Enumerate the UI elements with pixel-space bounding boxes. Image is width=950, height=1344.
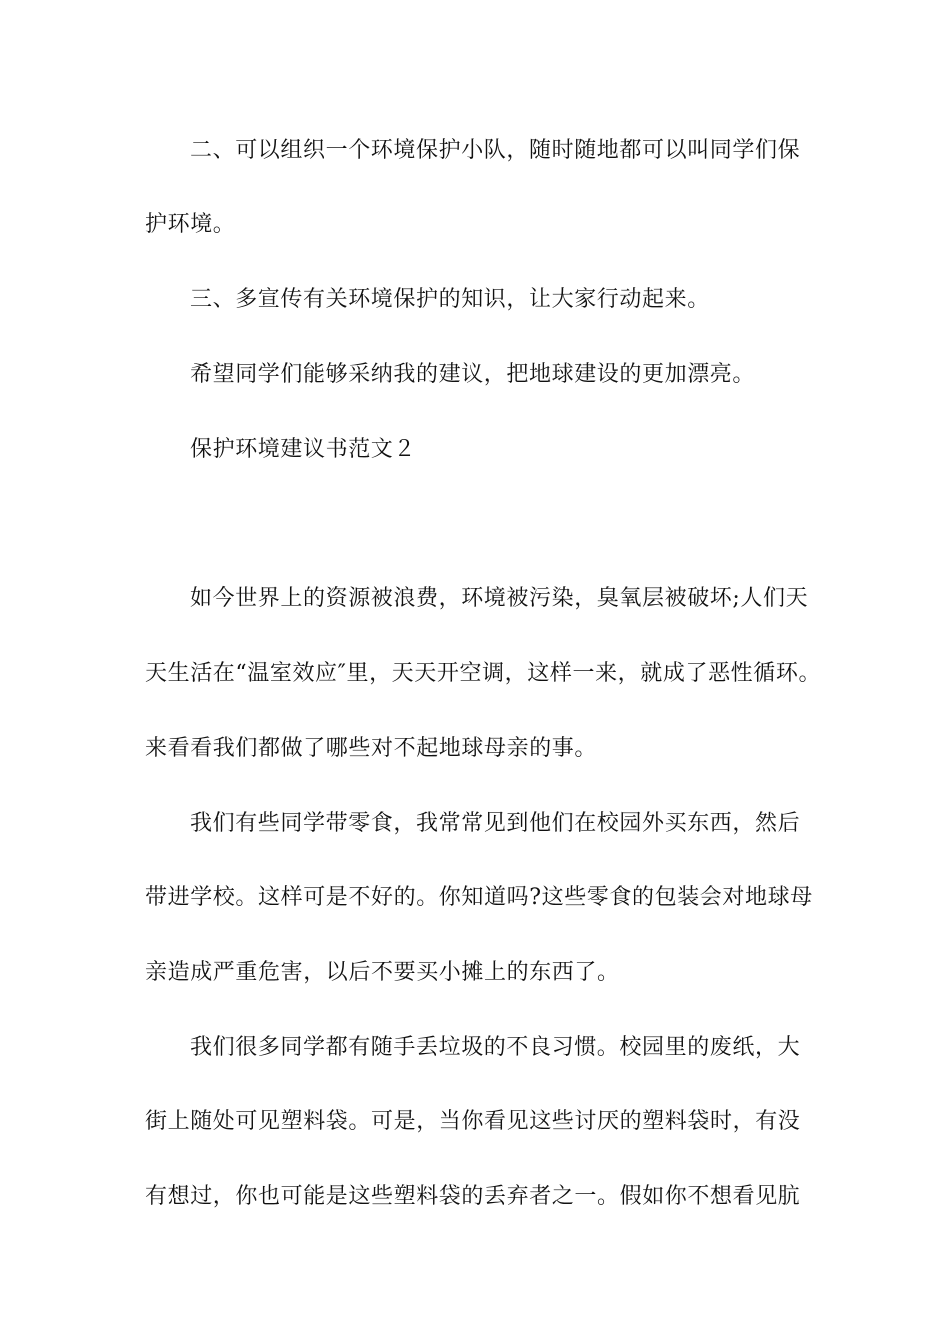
- paragraph-line-12: 我们很多同学都有随手丢垃圾的不良习惯。校园里的废纸，大: [190, 1035, 801, 1060]
- paragraph-line-8: 来看看我们都做了哪些对不起地球母亲的事。: [145, 736, 598, 761]
- paragraph-line-14: 有想过，你也可能是这些塑料袋的丢弃者之一。假如你不想看见肮: [145, 1184, 801, 1209]
- paragraph-line-3: 三、多宣传有关环境保护的知识，让大家行动起来。: [190, 287, 710, 312]
- paragraph-line-9: 我们有些同学带零食，我常常见到他们在校园外买东西，然后: [190, 811, 801, 836]
- paragraph-line-1: 二、可以组织一个环境保护小队，随时随地都可以叫同学们保: [190, 138, 801, 163]
- paragraph-line-7: 天生活在“温室效应″里，天天开空调，这样一来，就成了恶性循环。: [145, 661, 822, 686]
- paragraph-line-2: 护环境。: [145, 212, 236, 237]
- paragraph-line-4: 希望同学们能够采纳我的建议，把地球建设的更加漂亮。: [190, 362, 756, 387]
- paragraph-line-6: 如今世界上的资源被浪费，环境被污染，臭氧层被破坏;人们天: [190, 586, 809, 611]
- section-heading: 保护环境建议书范文２: [190, 437, 417, 462]
- paragraph-line-11: 亲造成严重危害，以后不要买小摊上的东西了。: [145, 960, 620, 985]
- paragraph-line-10: 带进学校。这样可是不好的。你知道吗?这些零食的包装会对地球母: [145, 885, 813, 910]
- paragraph-line-13: 街上随处可见塑料袋。可是，当你看见这些讨厌的塑料袋时，有没: [145, 1109, 801, 1134]
